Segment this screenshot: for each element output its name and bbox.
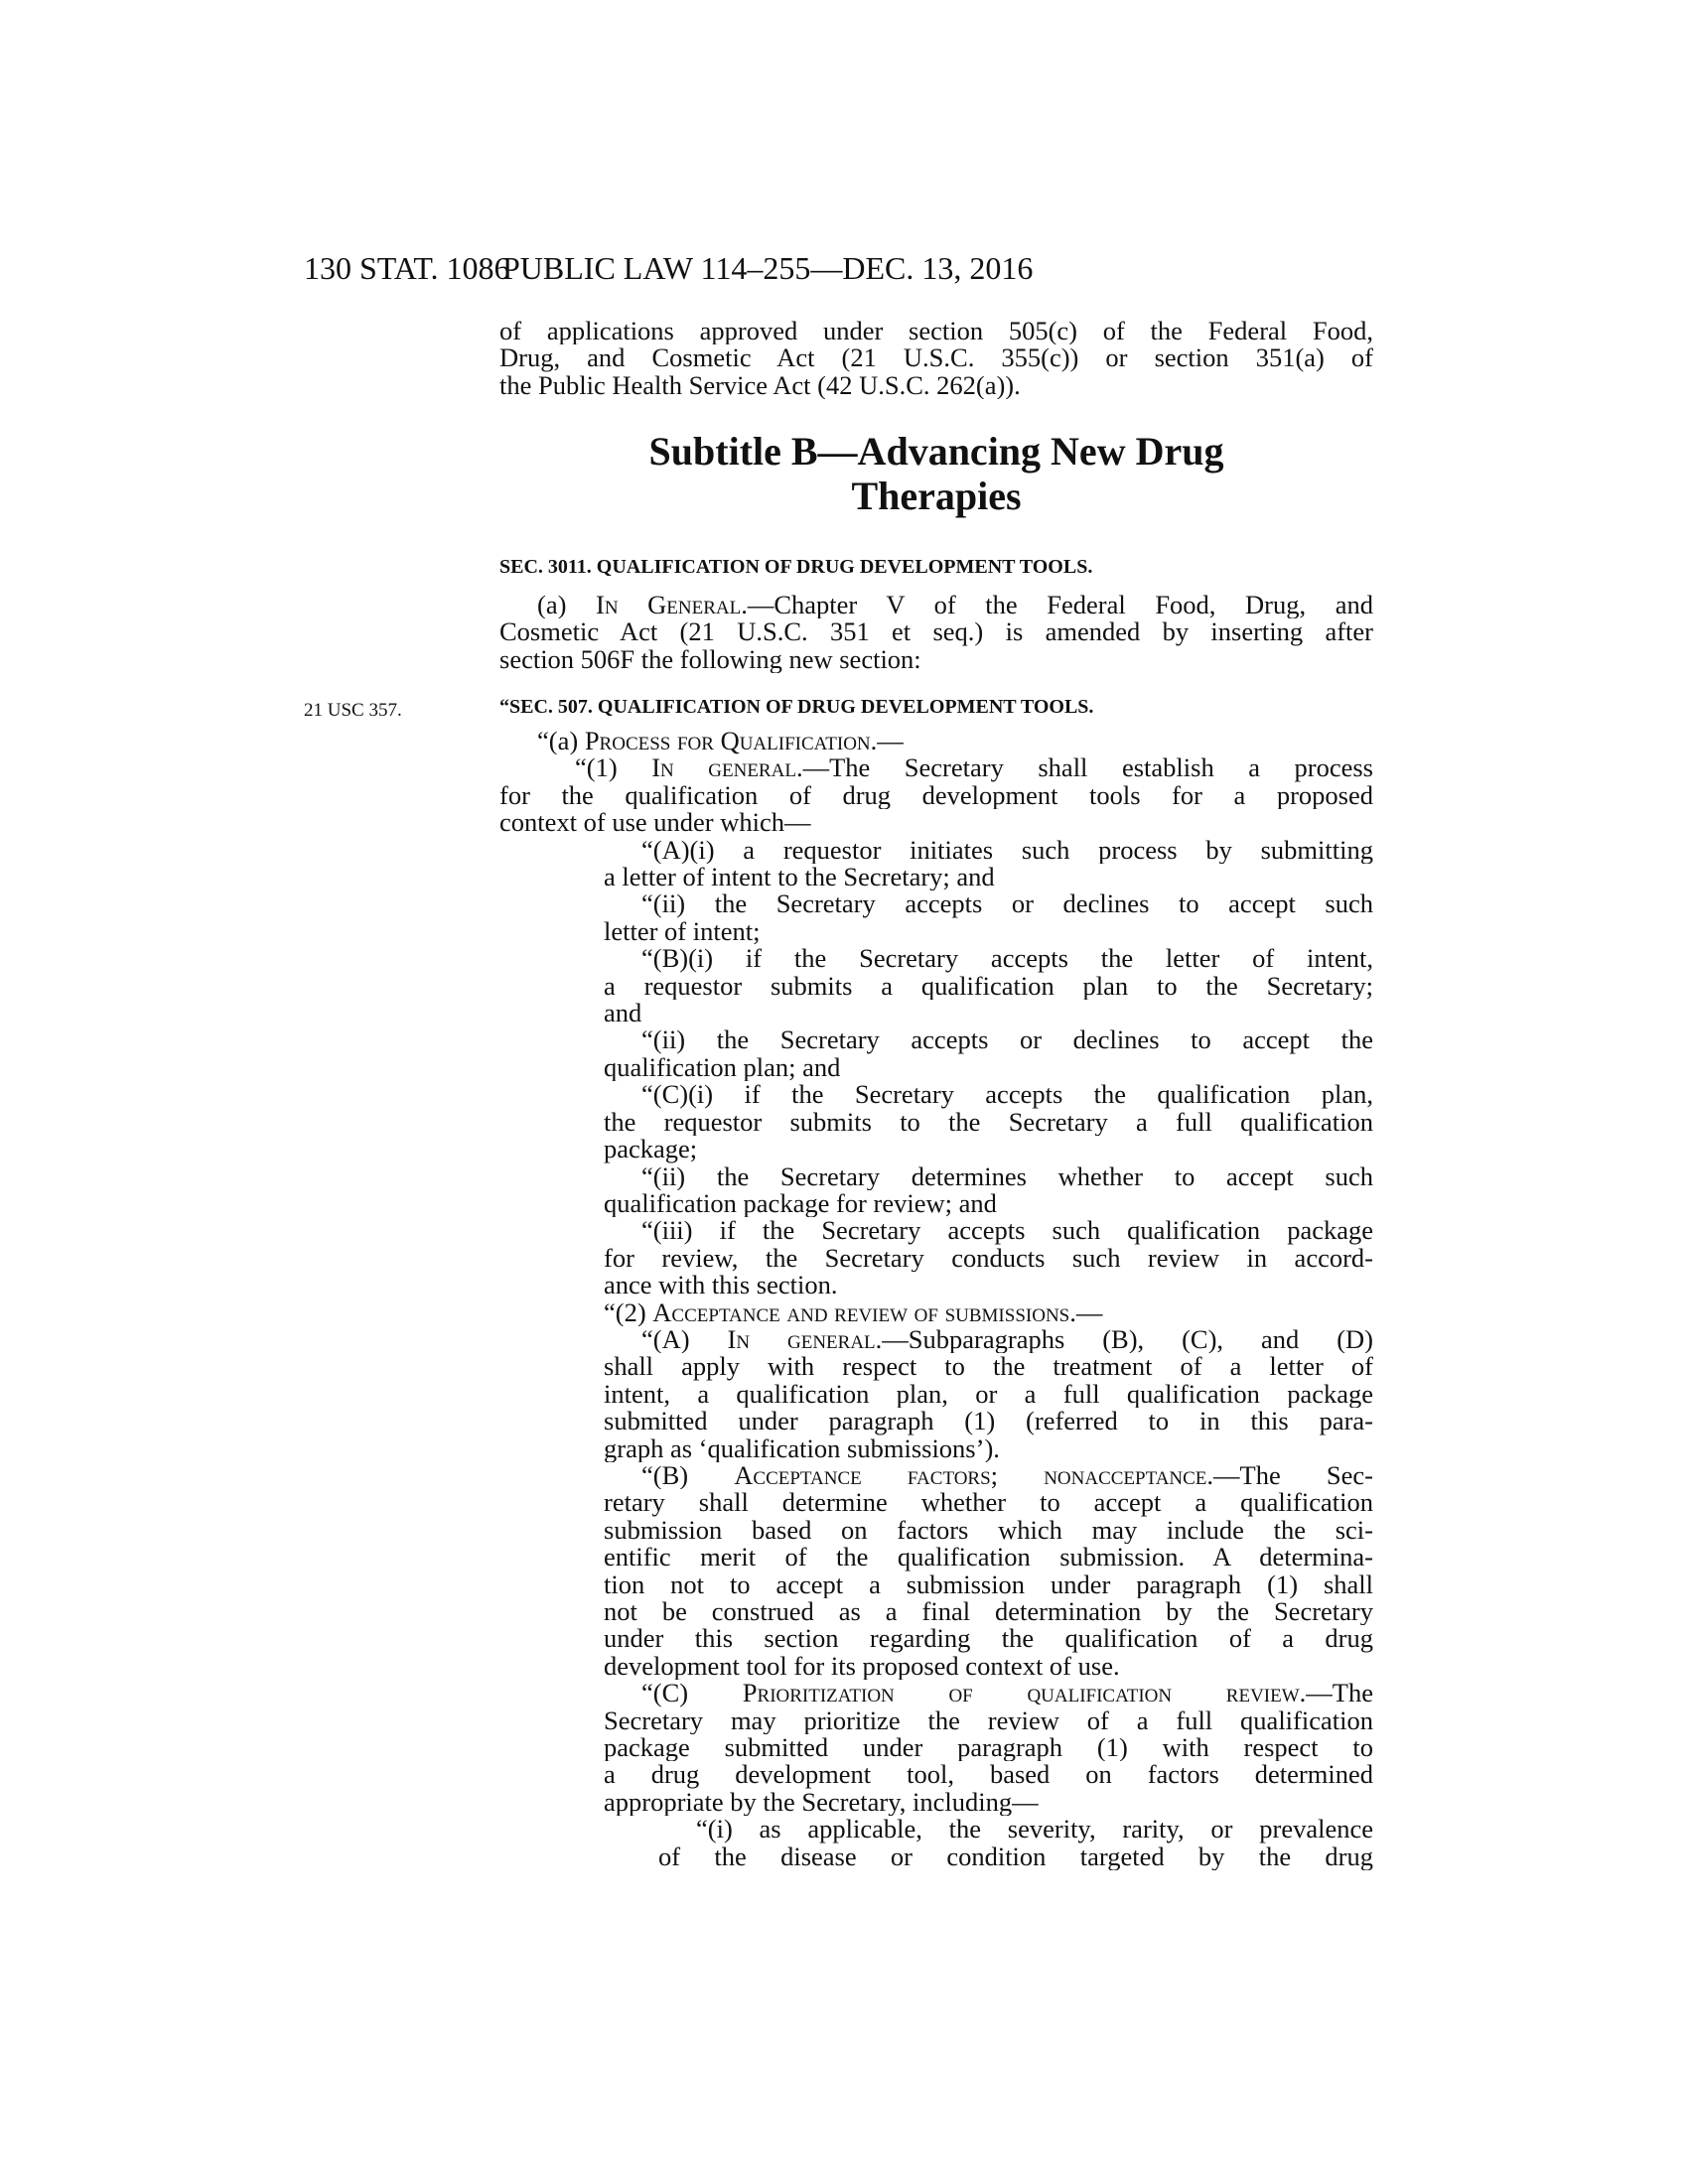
text-line: “(C)(i) if the Secretary accepts the qualification plan, [641, 1081, 1373, 1109]
text-line: intent, a qualification plan, or a full qualification package [604, 1380, 1373, 1409]
text-line: of applications approved under section 505(c) of the Federal Food, [499, 318, 1373, 345]
text-line: section 506F the following new section: [499, 645, 921, 674]
text-line: shall apply with respect to the treatment of a letter of [604, 1353, 1373, 1381]
text-line: qualification package for review; and [604, 1189, 997, 1218]
text-line: “(B)(i) if the Secretary accepts the letter of intent, [641, 945, 1373, 973]
text-line: qualification plan; and [604, 1053, 841, 1082]
text-line: appropriate by the Secretary, including— [604, 1788, 1039, 1817]
text-line: graph as ‘qualification submissions’). [604, 1434, 1000, 1462]
text-line: and [604, 1000, 642, 1027]
text-line: under this section regarding the qualification of a drug [604, 1625, 1373, 1653]
subtitle-heading [499, 429, 1373, 518]
text-line: entific merit of the qualification submission. A determina- [604, 1544, 1373, 1571]
subtitle-line: Therapies [851, 474, 1022, 518]
text-line: Secretary may prioritize the review of a full qualification [604, 1706, 1373, 1735]
text-line: a letter of intent to the Secretary; and [604, 864, 995, 891]
text-line: package; [604, 1136, 698, 1163]
text-line: “(ii) the Secretary accepts or declines to accept the [641, 1026, 1373, 1054]
intro-paragraph [499, 318, 1373, 399]
section-507-body [499, 728, 1373, 1870]
text-line: “(C) Prioritization of qualification review.—The [641, 1680, 1373, 1707]
text-line: the Public Health Service Act (42 U.S.C. 262(a)). [499, 371, 1021, 400]
text-line: submitted under paragraph (1) (referred to in this para- [604, 1408, 1373, 1435]
text-line: retary shall determine whether to accept a qualification [604, 1489, 1373, 1517]
text-line: tion not to accept a submission under paragraph (1) shall [604, 1570, 1373, 1598]
text-line: ance with this section. [604, 1272, 838, 1299]
section-3011-heading: SEC. 3011. QUALIFICATION OF DRUG DEVELOPMENT TOOLS. [499, 556, 1093, 578]
text-line: Drug, and Cosmetic Act (21 U.S.C. 355(c)) or section 351(a) of [499, 344, 1373, 372]
text-line: “(i) as applicable, the severity, rarity, or prevalence [696, 1816, 1373, 1843]
text-line: “(A)(i) a requestor initiates such process by submitting [641, 836, 1373, 865]
text-line: context of use under which— [499, 809, 811, 837]
text-line: letter of intent; [604, 917, 761, 946]
stat-page-number: 130 STAT. 1086 [304, 250, 510, 286]
subtitle-line: Subtitle B—Advancing New Drug [648, 429, 1224, 474]
text-line: “(B) Acceptance factors; nonacceptance.—The Sec- [641, 1461, 1373, 1490]
text-line: “(1) In general.—The Secretary shall establish a process [575, 754, 1373, 782]
section-507-heading: “SEC. 507. QUALIFICATION OF DRUG DEVELOPMENT TOOLS. [499, 696, 1094, 718]
text-line: “(2) Acceptance and review of submissions.— [604, 1298, 1103, 1326]
text-line: for review, the Secretary conducts such review in accord- [604, 1244, 1373, 1273]
text-line: submission based on factors which may include the sci- [604, 1516, 1373, 1545]
margin-citation: 21 USC 357. [304, 700, 402, 721]
text-line: a drug development tool, based on factors determined [604, 1761, 1373, 1789]
text-line: “(a) Process for Qualification.— [537, 728, 904, 755]
text-line: “(A) In general.—Subparagraphs (B), (C), and (D) [641, 1325, 1373, 1354]
text-line: for the qualification of drug development tools for a proposed [499, 781, 1373, 810]
text-line: package submitted under paragraph (1) with respect to [604, 1734, 1373, 1762]
text-line: a requestor submits a qualification plan to the Secretary; [604, 972, 1373, 1001]
running-header-title: PUBLIC LAW 114–255—DEC. 13, 2016 [502, 250, 1034, 286]
text-line: “(iii) if the Secretary accepts such qualification package [641, 1217, 1373, 1245]
text-line: “(ii) the Secretary accepts or declines to accept such [641, 890, 1373, 918]
text-line: “(ii) the Secretary determines whether to accept such [641, 1162, 1373, 1190]
text-line: development tool for its proposed context of use. [604, 1652, 1120, 1681]
text-line: of the disease or condition targeted by the drug [658, 1843, 1373, 1871]
text-line: the requestor submits to the Secretary a full qualification [604, 1108, 1373, 1137]
text-line: not be construed as a final determination by the Secretary [604, 1598, 1373, 1626]
section-3011-subsection-a [499, 592, 1373, 673]
text-line: (a) In General.—Chapter V of the Federal Food, Drug, and [537, 592, 1373, 619]
text-line: Cosmetic Act (21 U.S.C. 351 et seq.) is amended by inserting after [499, 618, 1373, 646]
